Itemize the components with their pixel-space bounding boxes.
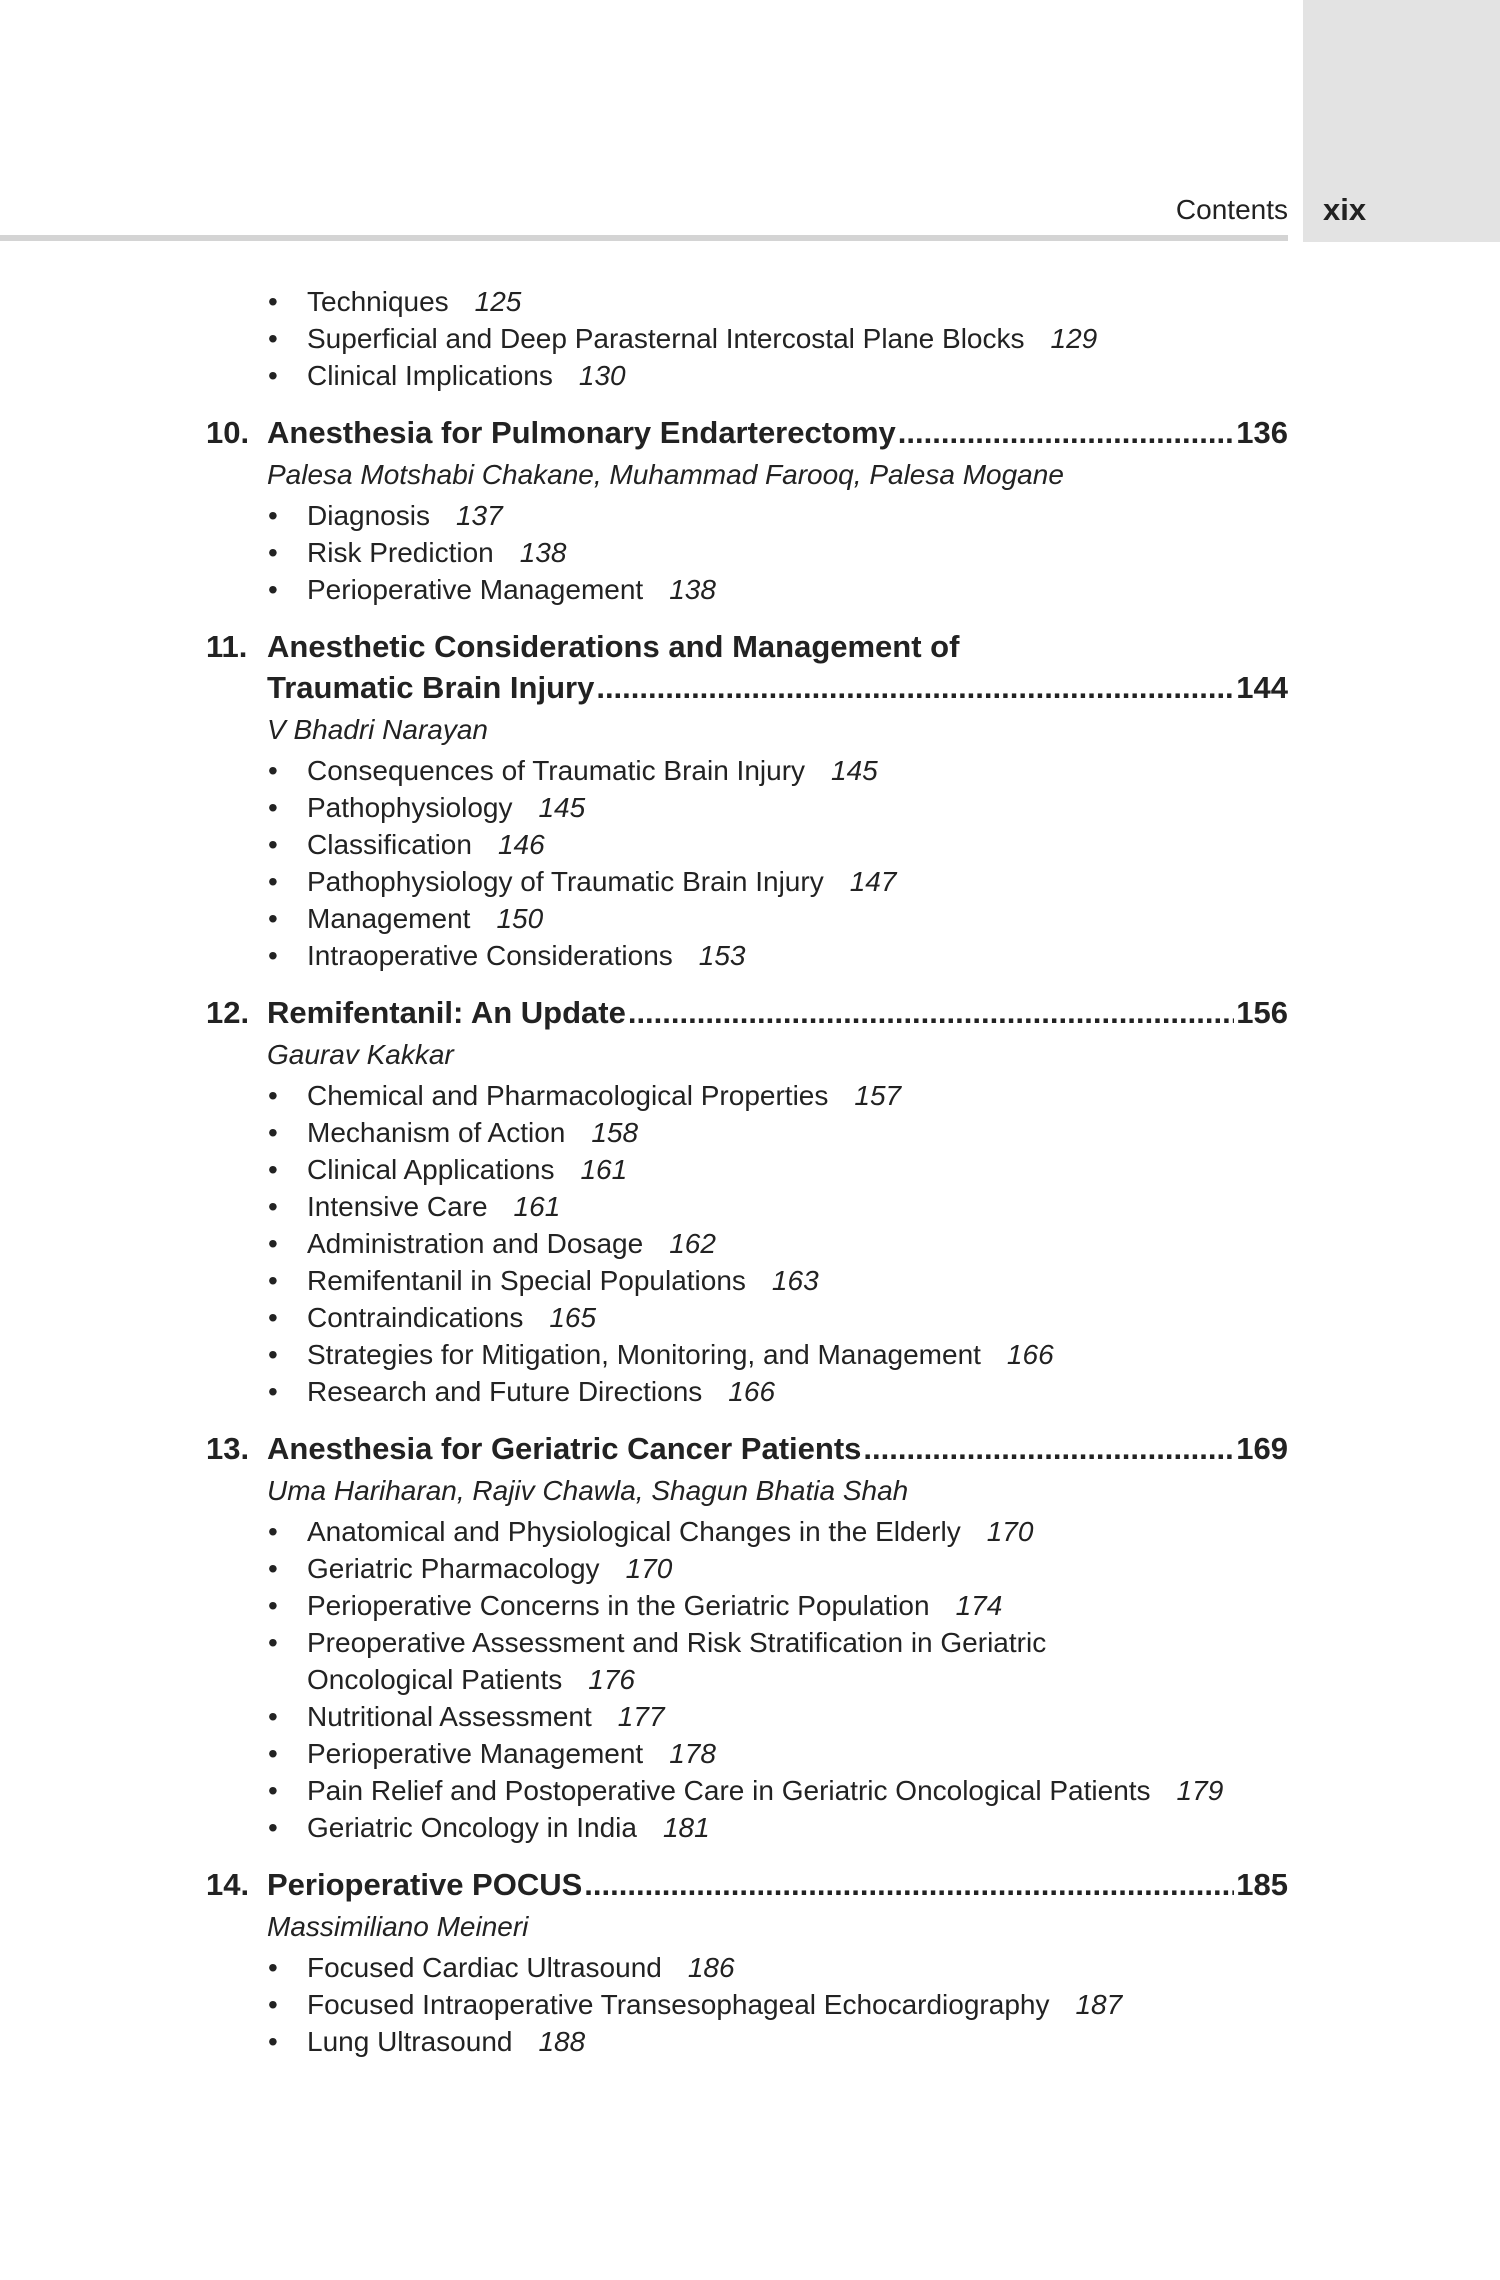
toc-item[interactable] — [206, 900, 1288, 937]
toc-item-page: 181 — [662, 1812, 710, 1843]
toc-item-title: Perioperative Management — [307, 1738, 644, 1769]
toc-item-title: Pathophysiology of Traumatic Brain Injury — [307, 866, 824, 897]
chapter-items — [206, 752, 1288, 974]
toc-item[interactable] — [206, 1809, 1288, 1846]
toc-item[interactable] — [206, 534, 1288, 571]
page-folio: xix — [1323, 192, 1367, 227]
toc-item-title: Nutritional Assessment — [307, 1701, 592, 1732]
toc-item-title: Mechanism of Action — [307, 1117, 566, 1148]
toc-item-page: 170 — [625, 1553, 673, 1584]
toc-item-title: Intraoperative Considerations — [307, 940, 673, 971]
chapter-authors: Massimiliano Meineri — [267, 1911, 529, 1942]
toc-item-page: 138 — [669, 574, 716, 605]
chapter-number: 12. — [206, 995, 250, 1030]
chapter-title: Remifentanil: An Update — [267, 995, 626, 1030]
chapter-10 — [206, 412, 1288, 608]
toc-item-title: Focused Intraoperative Transesophageal Echocardiography — [307, 1989, 1050, 2020]
chapter-14 — [206, 1864, 1288, 2060]
toc-item-title: Pain Relief and Postoperative Care in Geriatric Oncological Patients — [307, 1775, 1151, 1806]
toc-item-page: 178 — [669, 1738, 716, 1769]
toc-item-page: 125 — [474, 286, 522, 317]
toc-item[interactable] — [206, 1188, 1288, 1225]
toc-item-page: 166 — [728, 1376, 776, 1407]
toc-item-page: 165 — [549, 1302, 597, 1333]
toc-item-title: Geriatric Pharmacology — [307, 1553, 600, 1584]
toc-item-title: Contraindications — [307, 1302, 524, 1333]
chapter-title: Perioperative POCUS — [267, 1867, 583, 1902]
toc-item-page: 170 — [986, 1516, 1034, 1547]
toc-item[interactable] — [206, 1735, 1288, 1772]
toc-item-page: 177 — [617, 1701, 665, 1732]
toc-item[interactable] — [206, 1550, 1288, 1587]
toc-item[interactable] — [206, 1949, 1288, 1986]
toc-item[interactable] — [206, 789, 1288, 826]
toc-item-title: Clinical Applications — [307, 1154, 555, 1185]
toc-item-page: 138 — [519, 537, 567, 568]
chapter-items — [206, 1949, 1288, 2060]
toc-item[interactable] — [206, 497, 1288, 534]
toc-item-page: 163 — [771, 1265, 819, 1296]
toc-item-page: 157 — [854, 1080, 902, 1111]
toc-item-title: Management — [307, 903, 471, 934]
toc-item-title: Superficial and Deep Parasternal Intercostal Plane Blocks — [307, 323, 1025, 354]
toc-item[interactable] — [206, 1262, 1288, 1299]
toc-item-page: 174 — [955, 1590, 1003, 1621]
toc-item-page: 161 — [580, 1154, 628, 1185]
toc-item[interactable] — [206, 1513, 1288, 1550]
toc-item-page: 162 — [669, 1228, 716, 1259]
toc-item[interactable] — [206, 1624, 1177, 1698]
toc-item-title: Perioperative Concerns in the Geriatric Population — [307, 1590, 930, 1621]
toc-item-page: 137 — [455, 500, 503, 531]
chapter-heading[interactable] — [206, 1864, 1288, 1905]
toc-item[interactable] — [206, 826, 1288, 863]
chapter-authors: V Bhadri Narayan — [267, 714, 489, 745]
toc-item-page: 188 — [538, 2026, 586, 2057]
chapter-heading[interactable] — [206, 992, 1288, 1033]
toc-item[interactable] — [206, 863, 1288, 900]
toc-item-title: Perioperative Management — [307, 574, 644, 605]
chapter-heading[interactable] — [206, 412, 1288, 453]
toc-item[interactable] — [206, 571, 1288, 608]
carryover-items — [206, 283, 1288, 394]
toc-item[interactable] — [206, 1114, 1288, 1151]
toc-item-title: Risk Prediction — [307, 537, 494, 568]
toc-item-page: 129 — [1050, 323, 1098, 354]
chapter-authors: Gaurav Kakkar — [267, 1039, 454, 1070]
toc-item-page: 153 — [698, 940, 746, 971]
chapter-page: 169 — [1236, 1431, 1288, 1466]
chapter-title: Anesthesia for Geriatric Cancer Patients — [267, 1431, 862, 1466]
toc-item[interactable] — [206, 283, 1288, 320]
toc-item-title: Consequences of Traumatic Brain Injury — [307, 755, 806, 786]
chapter-heading[interactable] — [206, 626, 1288, 708]
toc-item-title: Preoperative Assessment and Risk Stratification in Geriatric Oncological Patients — [307, 1627, 1047, 1695]
chapter-authors: Palesa Motshabi Chakane, Muhammad Farooq, Palesa Mogane — [267, 459, 1064, 490]
header-rule — [0, 235, 1288, 241]
toc-item-page: 166 — [1006, 1339, 1054, 1370]
toc-item-title: Administration and Dosage — [307, 1228, 644, 1259]
toc-item-page: 176 — [588, 1664, 635, 1695]
toc-item[interactable] — [206, 357, 1288, 394]
chapter-page: 156 — [1236, 995, 1288, 1030]
toc-item-title: Geriatric Oncology in India — [307, 1812, 637, 1843]
toc-item-page: 146 — [497, 829, 545, 860]
toc-item[interactable] — [206, 1373, 1288, 1410]
chapter-13 — [206, 1428, 1288, 1846]
toc-item-page: 150 — [496, 903, 544, 934]
toc-item[interactable] — [206, 1772, 1288, 1809]
chapter-items — [206, 1513, 1288, 1846]
toc-item-title: Remifentanil in Special Populations — [307, 1265, 746, 1296]
chapter-items — [206, 1077, 1288, 1410]
toc-item-title: Pathophysiology — [307, 792, 513, 823]
chapter-11 — [206, 626, 1288, 974]
toc-item[interactable] — [206, 1077, 1288, 1114]
chapter-title-line-1: Anesthetic Considerations and Management of — [267, 629, 960, 664]
chapter-items — [206, 497, 1288, 608]
chapter-12 — [206, 992, 1288, 1410]
toc-item-page: 158 — [591, 1117, 639, 1148]
toc-item-title: Techniques — [307, 286, 449, 317]
toc-item-page: 186 — [687, 1952, 735, 1983]
toc-item[interactable] — [206, 2023, 1288, 2060]
toc-item-title: Research and Future Directions — [307, 1376, 703, 1407]
toc-item-title: Diagnosis — [307, 500, 430, 531]
toc-item[interactable] — [206, 1587, 1288, 1624]
toc-item[interactable] — [206, 752, 1288, 789]
toc-item-title: Anatomical and Physiological Changes in the Elderly — [307, 1516, 961, 1547]
chapter-title: Traumatic Brain Injury — [267, 670, 595, 705]
chapter-title: Anesthesia for Pulmonary Endarterectomy — [267, 415, 896, 450]
toc-item-title: Intensive Care — [307, 1191, 488, 1222]
chapter-number: 13. — [206, 1431, 250, 1466]
toc-item[interactable] — [206, 937, 1288, 974]
toc-item-page: 161 — [513, 1191, 561, 1222]
dot-leader — [628, 992, 1234, 1033]
toc-item-title: Clinical Implications — [307, 360, 553, 391]
chapter-page: 185 — [1236, 1867, 1288, 1902]
toc-item-page: 130 — [578, 360, 626, 391]
toc-item-title: Chemical and Pharmacological Properties — [307, 1080, 829, 1111]
toc-item[interactable] — [206, 320, 1288, 357]
toc-item-page: 145 — [538, 792, 586, 823]
toc-item-page: 187 — [1075, 1989, 1123, 2020]
toc-item-title: Classification — [307, 829, 472, 860]
chapter-page: 136 — [1236, 415, 1288, 450]
dot-leader — [863, 1428, 1234, 1469]
toc-item-title: Lung Ultrasound — [307, 2026, 513, 2057]
toc-item[interactable] — [206, 1698, 1288, 1735]
toc-item[interactable] — [206, 1225, 1288, 1262]
chapter-number: 10. — [206, 415, 250, 450]
toc-item[interactable] — [206, 1299, 1288, 1336]
table-of-contents — [206, 283, 1288, 2060]
toc-item[interactable] — [206, 1336, 1288, 1373]
chapter-page: 144 — [1236, 670, 1288, 705]
chapter-number: 11. — [206, 629, 248, 664]
dot-leader — [596, 667, 1234, 708]
toc-item[interactable] — [206, 1151, 1288, 1188]
dot-leader — [584, 1864, 1234, 1905]
chapter-authors: Uma Hariharan, Rajiv Chawla, Shagun Bhatia Shah — [267, 1475, 909, 1506]
chapter-number: 14. — [206, 1867, 250, 1902]
toc-item-title: Focused Cardiac Ultrasound — [307, 1952, 662, 1983]
toc-item-page: 147 — [849, 866, 897, 897]
chapter-heading[interactable] — [206, 1428, 1288, 1469]
dot-leader — [898, 412, 1234, 453]
running-head: Contents — [1175, 194, 1288, 225]
toc-item-page: 145 — [831, 755, 878, 786]
toc-item-title: Strategies for Mitigation, Monitoring, and Management — [307, 1339, 981, 1370]
toc-item-page: 179 — [1176, 1775, 1224, 1806]
toc-item[interactable] — [206, 1986, 1288, 2023]
